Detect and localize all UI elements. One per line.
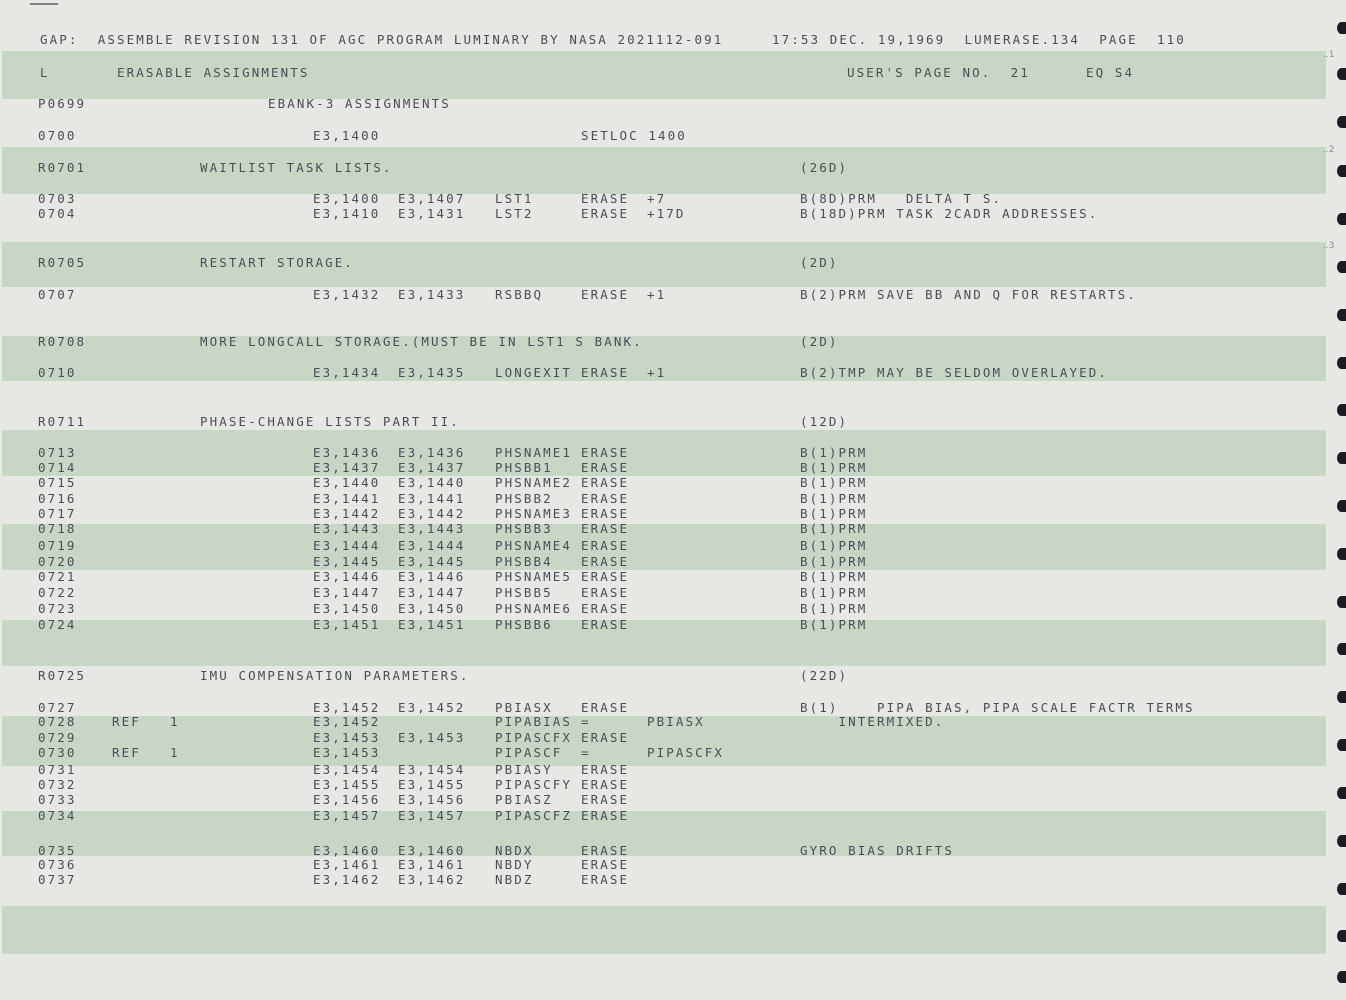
line-number: 0734 bbox=[38, 808, 77, 823]
feed-hole bbox=[1337, 165, 1346, 177]
address-start: E3,1400 bbox=[313, 191, 381, 206]
opcode: ERASE bbox=[581, 460, 630, 475]
feed-hole bbox=[1337, 883, 1346, 895]
line-number: R0705 bbox=[38, 255, 87, 270]
address-start: E3,1434 bbox=[313, 365, 381, 380]
address-end: E3,1454 bbox=[398, 762, 466, 777]
symbol-name: PHSBB4 bbox=[495, 554, 553, 569]
address-end: E3,1456 bbox=[398, 792, 466, 807]
address-start: E3,1443 bbox=[313, 521, 381, 536]
line-number: P0699 bbox=[38, 96, 87, 111]
address-start: E3,1447 bbox=[313, 585, 381, 600]
address-end: E3,1451 bbox=[398, 617, 466, 632]
address-end: E3,1447 bbox=[398, 585, 466, 600]
line-number: R0725 bbox=[38, 668, 87, 683]
address-start: E3,1453 bbox=[313, 730, 381, 745]
opcode: ERASE bbox=[581, 601, 630, 616]
remarks: (2D) bbox=[800, 255, 839, 270]
symbol-name: LST2 bbox=[495, 206, 534, 221]
listing-line bbox=[0, 668, 1346, 684]
remarks: B(1)PRM bbox=[800, 569, 868, 584]
line-number: 0721 bbox=[38, 569, 77, 584]
listing-line bbox=[0, 160, 1346, 176]
opcode: ERASE bbox=[581, 506, 630, 521]
remarks: B(1)PRM bbox=[800, 506, 868, 521]
remarks: B(1)PRM bbox=[800, 585, 868, 600]
ref-count: 1 bbox=[170, 745, 180, 760]
operand: PIPASCFX bbox=[647, 745, 725, 760]
address-start: E3,1436 bbox=[313, 445, 381, 460]
listing-line bbox=[0, 538, 1346, 554]
opcode: ERASE bbox=[581, 792, 630, 807]
listing-line bbox=[0, 491, 1346, 507]
opcode: ERASE bbox=[581, 700, 630, 715]
ref-label: REF bbox=[112, 745, 141, 760]
address-end: E3,1453 bbox=[398, 730, 466, 745]
address-start: E3,1452 bbox=[313, 714, 381, 729]
line-number: 0733 bbox=[38, 792, 77, 807]
line-number: 0700 bbox=[38, 128, 77, 143]
remarks: B(1)PRM bbox=[800, 445, 868, 460]
line-number: 0731 bbox=[38, 762, 77, 777]
symbol-name: PBIASX bbox=[495, 700, 553, 715]
remarks: B(1)PRM bbox=[800, 601, 868, 616]
bank-heading: EBANK-3 ASSIGNMENTS bbox=[268, 96, 451, 111]
address-start: E3,1454 bbox=[313, 762, 381, 777]
address-start: E3,1452 bbox=[313, 700, 381, 715]
listing-line bbox=[0, 601, 1346, 617]
opcode: ERASE bbox=[581, 872, 630, 887]
opcode: ERASE bbox=[581, 538, 630, 553]
operand: +1 bbox=[647, 287, 667, 302]
listing-line bbox=[0, 287, 1346, 303]
symbol-name: PIPASCF bbox=[495, 745, 563, 760]
header-program-info: GAP: ASSEMBLE REVISION 131 OF AGC PROGRAM LUMINARY BY NASA 2021112-091 bbox=[40, 32, 724, 47]
opcode: ERASE bbox=[581, 808, 630, 823]
address-start: E3,1441 bbox=[313, 491, 381, 506]
address-start: E3,1457 bbox=[313, 808, 381, 823]
line-number: 0703 bbox=[38, 191, 77, 206]
remarks: B(1)PRM bbox=[800, 491, 868, 506]
listing-line bbox=[0, 191, 1346, 207]
address-end: E3,1407 bbox=[398, 191, 466, 206]
feed-hole bbox=[1337, 261, 1346, 273]
feed-hole bbox=[1337, 596, 1346, 608]
feed-hole bbox=[1337, 309, 1346, 321]
opcode: ERASE bbox=[581, 777, 630, 792]
feed-hole bbox=[1337, 643, 1346, 655]
page-header bbox=[0, 32, 1346, 48]
symbol-name: LONGEXIT bbox=[495, 365, 573, 380]
address-start: E3,1410 bbox=[313, 206, 381, 221]
line-number: 0714 bbox=[38, 460, 77, 475]
listing-line bbox=[0, 714, 1346, 730]
symbol-name: PHSBB2 bbox=[495, 491, 553, 506]
remarks: B(2)PRM SAVE BB AND Q FOR RESTARTS. bbox=[800, 287, 1137, 302]
address-start: E3,1445 bbox=[313, 554, 381, 569]
listing-line bbox=[0, 128, 1346, 144]
operand: +7 bbox=[647, 191, 667, 206]
operand: +17D bbox=[647, 206, 686, 221]
listing-line bbox=[0, 585, 1346, 601]
line-number: 0713 bbox=[38, 445, 77, 460]
line-number: 0727 bbox=[38, 700, 77, 715]
listing-line bbox=[0, 521, 1346, 537]
line-number: 0730 bbox=[38, 745, 77, 760]
feed-hole bbox=[1337, 357, 1346, 369]
remarks: (2D) bbox=[800, 334, 839, 349]
opcode: ERASE bbox=[581, 857, 630, 872]
remarks: B(8D)PRM DELTA T S. bbox=[800, 191, 1003, 206]
symbol-name: PHSBB3 bbox=[495, 521, 553, 536]
listing-line bbox=[0, 460, 1346, 476]
listing-line bbox=[0, 569, 1346, 585]
feed-hole bbox=[1337, 68, 1346, 80]
line-number: 0720 bbox=[38, 554, 77, 569]
address-end: E3,1460 bbox=[398, 843, 466, 858]
users-page-number: USER'S PAGE NO. 21 bbox=[847, 65, 1030, 80]
address-end: E3,1443 bbox=[398, 521, 466, 536]
opcode: ERASE bbox=[581, 569, 630, 584]
remarks: B(2)TMP MAY BE SELDOM OVERLAYED. bbox=[800, 365, 1109, 380]
address-start: E3,1444 bbox=[313, 538, 381, 553]
feed-hole bbox=[1337, 116, 1346, 128]
symbol-name: PHSNAME2 bbox=[495, 475, 573, 490]
line-number: 0707 bbox=[38, 287, 77, 302]
line-number: 0724 bbox=[38, 617, 77, 632]
symbol-name: PHSBB5 bbox=[495, 585, 553, 600]
opcode: SETLOC 1400 bbox=[581, 128, 687, 143]
line-number: 0722 bbox=[38, 585, 77, 600]
address-end: E3,1452 bbox=[398, 700, 466, 715]
address-end: E3,1461 bbox=[398, 857, 466, 872]
address-end: E3,1441 bbox=[398, 491, 466, 506]
symbol-name: PIPASCFZ bbox=[495, 808, 573, 823]
section-heading: MORE LONGCALL STORAGE.(MUST BE IN LST1 S BANK. bbox=[200, 334, 643, 349]
line-number: 0735 bbox=[38, 843, 77, 858]
subheader-prefix: L bbox=[40, 65, 50, 80]
line-number: 0737 bbox=[38, 872, 77, 887]
feed-hole bbox=[1337, 500, 1346, 512]
listing-line bbox=[0, 808, 1346, 824]
line-number: 0704 bbox=[38, 206, 77, 221]
address-start: E3,1442 bbox=[313, 506, 381, 521]
line-number: 0715 bbox=[38, 475, 77, 490]
line-number: 0729 bbox=[38, 730, 77, 745]
address-start: E3,1455 bbox=[313, 777, 381, 792]
opcode: ERASE bbox=[581, 206, 630, 221]
address-start: E3,1437 bbox=[313, 460, 381, 475]
address-end: E3,1462 bbox=[398, 872, 466, 887]
listing-line bbox=[0, 206, 1346, 222]
line-number: 0732 bbox=[38, 777, 77, 792]
opcode: ERASE bbox=[581, 762, 630, 777]
line-number: 0718 bbox=[38, 521, 77, 536]
header-date-page: 17:53 DEC. 19,1969 LUMERASE.134 PAGE 110 bbox=[772, 32, 1186, 47]
listing-line bbox=[0, 334, 1346, 350]
symbol-name: PHSBB1 bbox=[495, 460, 553, 475]
line-number: 0710 bbox=[38, 365, 77, 380]
address-end: E3,1431 bbox=[398, 206, 466, 221]
feed-hole bbox=[1337, 787, 1346, 799]
listing-line bbox=[0, 445, 1346, 461]
listing-line bbox=[0, 554, 1346, 570]
symbol-name: PHSNAME4 bbox=[495, 538, 573, 553]
symbol-name: PIPASCFX bbox=[495, 730, 573, 745]
feed-hole bbox=[1337, 971, 1346, 983]
listing-line bbox=[0, 617, 1346, 633]
opcode: ERASE bbox=[581, 475, 630, 490]
remarks: GYRO BIAS DRIFTS bbox=[800, 843, 955, 858]
remarks: (26D) bbox=[800, 160, 849, 175]
line-number: 0736 bbox=[38, 857, 77, 872]
opcode: ERASE bbox=[581, 617, 630, 632]
ref-count: 1 bbox=[170, 714, 180, 729]
feed-hole bbox=[1337, 213, 1346, 225]
listing-line bbox=[0, 365, 1346, 381]
remarks: B(1)PRM bbox=[800, 554, 868, 569]
symbol-name: NBDX bbox=[495, 843, 534, 858]
listing-line bbox=[0, 872, 1346, 888]
address-start: E3,1450 bbox=[313, 601, 381, 616]
symbol-name: PHSNAME5 bbox=[495, 569, 573, 584]
symbol-name: PHSNAME6 bbox=[495, 601, 573, 616]
symbol-name: PHSNAME3 bbox=[495, 506, 573, 521]
opcode: ERASE bbox=[581, 445, 630, 460]
remarks: B(18D)PRM TASK 2CADR ADDRESSES. bbox=[800, 206, 1099, 221]
remarks: B(1)PRM bbox=[800, 521, 868, 536]
section-heading: WAITLIST TASK LISTS. bbox=[200, 160, 393, 175]
subheader-title: ERASABLE ASSIGNMENTS bbox=[117, 65, 310, 80]
address-end: E3,1433 bbox=[398, 287, 466, 302]
opcode: ERASE bbox=[581, 365, 630, 380]
listing-line bbox=[0, 475, 1346, 491]
feed-hole bbox=[1337, 691, 1346, 703]
feed-hole bbox=[1337, 452, 1346, 464]
greenbar-band bbox=[2, 906, 1326, 954]
line-number: R0701 bbox=[38, 160, 87, 175]
section-heading: IMU COMPENSATION PARAMETERS. bbox=[200, 668, 470, 683]
address-start: E3,1446 bbox=[313, 569, 381, 584]
feed-hole bbox=[1337, 739, 1346, 751]
opcode: ERASE bbox=[581, 521, 630, 536]
opcode: = bbox=[581, 745, 591, 760]
address-start: E3,1400 bbox=[313, 128, 381, 143]
listing-line bbox=[0, 792, 1346, 808]
feed-hole bbox=[1337, 930, 1346, 942]
remarks: (12D) bbox=[800, 414, 849, 429]
symbol-name: PIPABIAS bbox=[495, 714, 573, 729]
symbol-name: NBDY bbox=[495, 857, 534, 872]
address-start: E3,1453 bbox=[313, 745, 381, 760]
feed-hole bbox=[1337, 548, 1346, 560]
operand: +1 bbox=[647, 365, 667, 380]
symbol-name: PHSBB6 bbox=[495, 617, 553, 632]
feed-hole bbox=[1337, 835, 1346, 847]
symbol-name: PIPASCFY bbox=[495, 777, 573, 792]
address-end: E3,1455 bbox=[398, 777, 466, 792]
address-end: E3,1444 bbox=[398, 538, 466, 553]
address-end: E3,1436 bbox=[398, 445, 466, 460]
symbol-name: LST1 bbox=[495, 191, 534, 206]
edge-mark-2: ..2 bbox=[1323, 145, 1335, 155]
listing-line bbox=[0, 730, 1346, 746]
feed-hole bbox=[1337, 22, 1346, 34]
line-number: 0716 bbox=[38, 491, 77, 506]
remarks: INTERMIXED. bbox=[800, 714, 945, 729]
line-number: 0723 bbox=[38, 601, 77, 616]
listing-line bbox=[0, 255, 1346, 271]
address-start: E3,1440 bbox=[313, 475, 381, 490]
opcode: ERASE bbox=[581, 287, 630, 302]
remarks: B(1)PRM bbox=[800, 617, 868, 632]
torn-edge-mark bbox=[30, 3, 58, 5]
section-heading: RESTART STORAGE. bbox=[200, 255, 355, 270]
address-end: E3,1446 bbox=[398, 569, 466, 584]
listing-line bbox=[0, 857, 1346, 873]
listing-line bbox=[0, 745, 1346, 761]
symbol-name: RSBBQ bbox=[495, 287, 544, 302]
opcode: ERASE bbox=[581, 554, 630, 569]
line-number: 0728 bbox=[38, 714, 77, 729]
ref-label: REF bbox=[112, 714, 141, 729]
address-end: E3,1445 bbox=[398, 554, 466, 569]
remarks: (22D) bbox=[800, 668, 849, 683]
listing-line bbox=[0, 506, 1346, 522]
address-start: E3,1432 bbox=[313, 287, 381, 302]
remarks: B(1)PRM bbox=[800, 475, 868, 490]
address-start: E3,1462 bbox=[313, 872, 381, 887]
opcode: ERASE bbox=[581, 585, 630, 600]
address-end: E3,1457 bbox=[398, 808, 466, 823]
opcode: ERASE bbox=[581, 730, 630, 745]
listing-line bbox=[0, 777, 1346, 793]
opcode: = bbox=[581, 714, 591, 729]
address-start: E3,1451 bbox=[313, 617, 381, 632]
address-end: E3,1437 bbox=[398, 460, 466, 475]
listing-line bbox=[0, 762, 1346, 778]
edge-mark-3: ..3 bbox=[1323, 241, 1335, 251]
feed-hole bbox=[1337, 404, 1346, 416]
address-end: E3,1442 bbox=[398, 506, 466, 521]
symbol-name: PBIASZ bbox=[495, 792, 553, 807]
symbol-name: PHSNAME1 bbox=[495, 445, 573, 460]
line-number: 0717 bbox=[38, 506, 77, 521]
opcode: ERASE bbox=[581, 843, 630, 858]
symbol-name: PBIASY bbox=[495, 762, 553, 777]
remarks: B(1)PRM bbox=[800, 460, 868, 475]
section-subheader bbox=[0, 65, 1346, 81]
line-number: 0719 bbox=[38, 538, 77, 553]
remarks: B(1)PRM bbox=[800, 538, 868, 553]
address-start: E3,1461 bbox=[313, 857, 381, 872]
address-start: E3,1460 bbox=[313, 843, 381, 858]
eq-label: EQ S4 bbox=[1086, 65, 1135, 80]
symbol-name: NBDZ bbox=[495, 872, 534, 887]
line-number: R0711 bbox=[38, 414, 87, 429]
line-number: R0708 bbox=[38, 334, 87, 349]
section-heading: PHASE-CHANGE LISTS PART II. bbox=[200, 414, 460, 429]
opcode: ERASE bbox=[581, 191, 630, 206]
address-end: E3,1450 bbox=[398, 601, 466, 616]
remarks: B(1) PIPA BIAS, PIPA SCALE FACTR TERMS bbox=[800, 700, 1195, 715]
address-start: E3,1456 bbox=[313, 792, 381, 807]
listing-line bbox=[0, 414, 1346, 430]
operand: PBIASX bbox=[647, 714, 705, 729]
address-end: E3,1440 bbox=[398, 475, 466, 490]
listing-line bbox=[0, 96, 1346, 112]
edge-mark-1: ..1 bbox=[1323, 50, 1335, 60]
address-end: E3,1435 bbox=[398, 365, 466, 380]
opcode: ERASE bbox=[581, 491, 630, 506]
